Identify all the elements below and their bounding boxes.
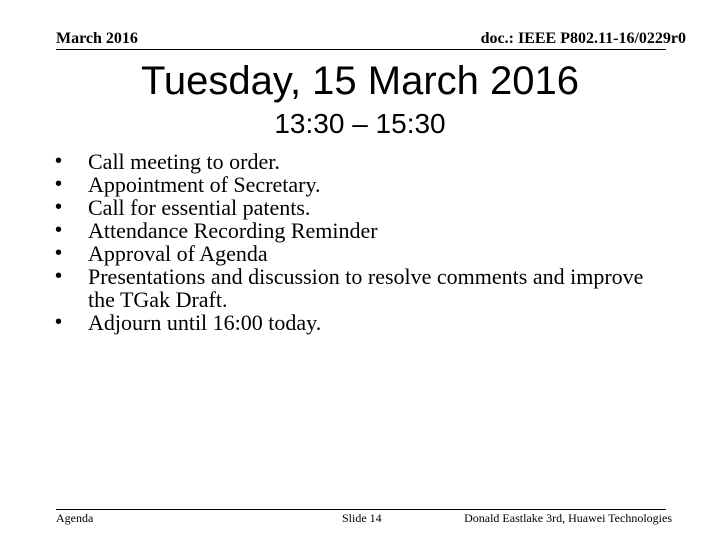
agenda-item-text: Adjourn until 16:00 today. (88, 310, 322, 335)
footer-rule (56, 509, 666, 510)
bullet-icon: • (55, 150, 63, 172)
agenda-item (52, 196, 652, 219)
footer-author: Donald Eastlake 3rd, Huawei Technologies (464, 511, 672, 525)
bullet-icon: • (55, 219, 63, 241)
agenda-item (52, 219, 652, 242)
header-date: March 2016 (56, 30, 138, 47)
agenda-item-text: Attendance Recording Reminder (88, 218, 378, 243)
agenda-item (52, 173, 652, 196)
bullet-icon: • (55, 265, 63, 287)
agenda-item (52, 242, 652, 265)
slide-subtitle: 13:30 – 15:30 (274, 108, 446, 139)
agenda-item-text: Appointment of Secretary. (88, 172, 321, 197)
bullet-icon: • (55, 311, 63, 333)
bullet-icon: • (55, 173, 63, 195)
footer-section: Agenda (56, 511, 94, 525)
footer-slide-number: Slide 14 (342, 511, 382, 525)
agenda-item-text: Call for essential patents. (88, 195, 311, 220)
header-doc-id: doc.: IEEE P802.11-16/0229r0 (480, 30, 686, 47)
agenda-item-text: Presentations and discussion to resolve comments and improve the TGak Draft. (88, 264, 644, 312)
bullet-icon: • (55, 242, 63, 264)
agenda-item-text: Approval of Agenda (88, 241, 268, 266)
header-rule (56, 49, 666, 50)
agenda-item (52, 311, 652, 334)
bullet-icon: • (55, 196, 63, 218)
slide-title: Tuesday, 15 March 2016 (140, 59, 580, 103)
agenda-item (52, 265, 652, 311)
agenda-item-text: Call meeting to order. (88, 149, 280, 174)
agenda-list (52, 150, 652, 334)
agenda-item (52, 150, 652, 173)
